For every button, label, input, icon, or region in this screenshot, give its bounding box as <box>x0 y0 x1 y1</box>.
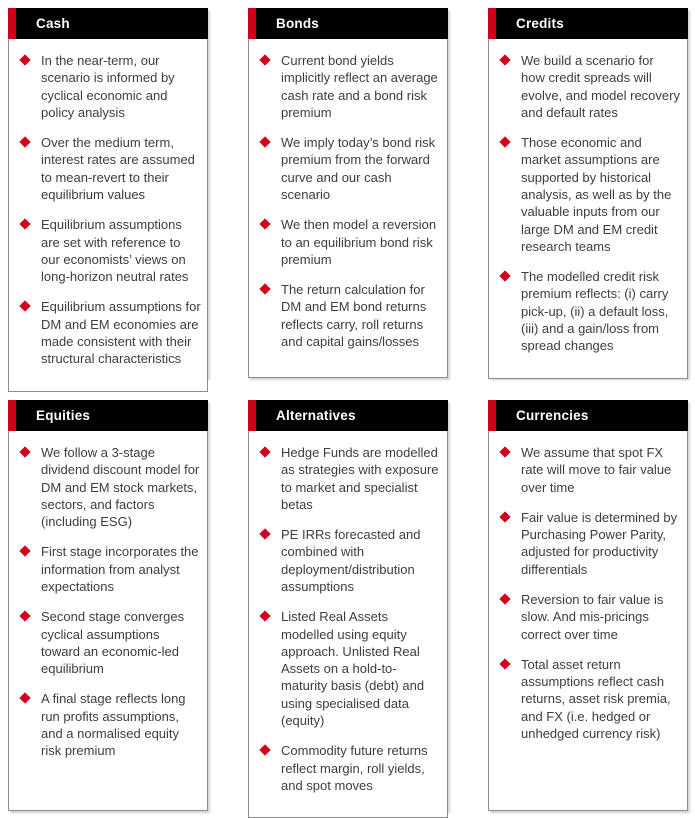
bullet-item <box>259 526 441 595</box>
diamond-bullet-icon <box>499 54 510 65</box>
red-accent-bar <box>8 400 16 431</box>
bullet-list <box>19 52 201 368</box>
bullet-text: We assume that spot FX rate will move to fair value over time <box>521 445 672 495</box>
diamond-bullet-icon <box>259 446 270 457</box>
card-body-credits <box>488 39 688 379</box>
card-title-credits: Credits <box>516 16 564 31</box>
bullet-item <box>499 591 681 643</box>
diamond-bullet-icon <box>19 611 30 622</box>
bullet-text: Over the medium term, interest rates are assumed to mean-revert to their equilibrium values <box>41 135 195 202</box>
card-header-bonds <box>248 8 448 39</box>
diamond-bullet-icon <box>19 546 30 557</box>
card-header-equities <box>8 400 208 431</box>
bullet-item <box>259 742 441 794</box>
bullet-item <box>19 216 201 285</box>
bullet-item <box>499 656 681 742</box>
card-body-currencies <box>488 431 688 811</box>
bullet-item <box>19 543 201 595</box>
bullet-item <box>19 298 201 367</box>
diamond-bullet-icon <box>499 511 510 522</box>
card-title-bonds: Bonds <box>276 16 319 31</box>
bullet-text: The modelled credit risk premium reflects: (i) carry pick-up, (ii) a default loss, (iii) and a gain/loss from spread changes <box>521 269 669 354</box>
card-header-band <box>16 400 208 431</box>
bullet-text: Second stage converges cyclical assumptions toward an economic-led equilibrium <box>41 609 185 677</box>
card-header-band <box>496 400 688 431</box>
bullet-text: Reversion to fair value is slow. And mis-pricings correct over time <box>521 591 664 642</box>
red-accent-bar <box>8 8 16 39</box>
diamond-bullet-icon <box>259 54 270 65</box>
bullet-text: We imply today’s bond risk premium from the forward curve and our cash scenario <box>281 135 436 202</box>
bullet-list <box>259 52 441 350</box>
diamond-bullet-icon <box>259 611 270 622</box>
bullet-text: Those economic and market assumptions are supported by historical analysis, as well as by the valuable inputs from our large DM and EM credit research teams <box>521 135 672 254</box>
diamond-bullet-icon <box>499 136 510 147</box>
bullet-text: Fair value is determined by Purchasing Power Parity, adjusted for productivity differentials <box>521 509 678 577</box>
diamond-bullet-icon <box>19 693 30 704</box>
card-header-credits <box>488 8 688 39</box>
bullet-text: We build a scenario for how credit spreads will evolve, and model recovery and default rates <box>521 53 680 120</box>
diamond-bullet-icon <box>19 54 30 65</box>
diamond-bullet-icon <box>19 446 30 457</box>
red-accent-bar <box>248 8 256 39</box>
card-header-alternatives <box>248 400 448 431</box>
bullet-list <box>499 52 681 355</box>
card-currencies <box>488 400 688 811</box>
diamond-bullet-icon <box>19 301 30 312</box>
bullet-item <box>259 608 441 729</box>
bullet-text: Commodity future returns reflect margin, roll yields, and spot moves <box>281 743 428 793</box>
card-bonds <box>248 8 448 378</box>
bullet-text: The return calculation for DM and EM bond returns reflects carry, roll returns and capital gains/losses <box>281 282 427 349</box>
bullet-item <box>259 134 441 203</box>
bullet-item <box>259 216 441 268</box>
bullet-item <box>499 134 681 255</box>
bullet-item <box>19 608 201 677</box>
diamond-bullet-icon <box>259 219 270 230</box>
diamond-bullet-icon <box>499 593 510 604</box>
card-credits <box>488 8 688 378</box>
card-body-equities <box>8 431 208 811</box>
card-header-band <box>16 8 208 39</box>
card-header-currencies <box>488 400 688 431</box>
diamond-bullet-icon <box>499 270 510 281</box>
diamond-bullet-icon <box>499 446 510 457</box>
bullet-text: In the near-term, our scenario is informed by cyclical economic and policy analysis <box>41 53 175 120</box>
card-body-bonds <box>248 39 448 378</box>
card-title-cash: Cash <box>36 16 70 31</box>
bullet-item <box>259 281 441 350</box>
red-accent-bar <box>488 400 496 431</box>
card-title-currencies: Currencies <box>516 408 589 423</box>
bullet-text: First stage incorporates the information from analyst expectations <box>41 544 199 594</box>
red-accent-bar <box>248 400 256 431</box>
bullet-item <box>19 52 201 121</box>
bullet-item <box>19 134 201 203</box>
bullet-text: Total asset return assumptions reflect cash returns, asset risk premia, and FX (i.e. hedged or unhedged currency risk) <box>521 656 671 741</box>
bullet-list <box>499 444 681 742</box>
card-title-equities: Equities <box>36 408 91 423</box>
bullet-item <box>259 444 441 513</box>
bullet-text: Equilibrium assumptions are set with reference to our economists’ views on long-horizon neutral rates <box>41 217 189 285</box>
bullet-text: Current bond yields implicitly reflect an average cash rate and a bond risk premium <box>281 53 438 120</box>
bullet-text: We follow a 3-stage dividend discount model for DM and EM stock markets, sectors, and factors (including ESG) <box>41 445 200 530</box>
bullet-item <box>499 509 681 578</box>
bullet-text: Hedge Funds are modelled as strategies with exposure to market and specialist betas <box>281 445 439 512</box>
diamond-bullet-icon <box>259 283 270 294</box>
diamond-bullet-icon <box>259 528 270 539</box>
bullet-text: PE IRRs forecasted and combined with deployment/distribution assumptions <box>281 527 421 594</box>
bullet-item <box>499 268 681 354</box>
bullet-item <box>499 444 681 496</box>
card-header-band <box>256 400 448 431</box>
card-title-alternatives: Alternatives <box>276 408 356 423</box>
diamond-bullet-icon <box>19 136 30 147</box>
card-header-band <box>496 8 688 39</box>
card-cash <box>8 8 208 378</box>
card-alternatives <box>248 400 448 811</box>
card-grid <box>8 8 695 811</box>
bullet-text: Equilibrium assumptions for DM and EM economies are made consistent with their structural characteristics <box>41 299 201 367</box>
card-body-cash <box>8 39 208 392</box>
diamond-bullet-icon <box>259 745 270 756</box>
bullet-item <box>499 52 681 121</box>
bullet-list <box>259 444 441 794</box>
card-header-band <box>256 8 448 39</box>
card-body-alternatives <box>248 431 448 818</box>
red-accent-bar <box>488 8 496 39</box>
diamond-bullet-icon <box>499 658 510 669</box>
bullet-text: Listed Real Assets modelled using equity approach. Unlisted Real Assets on a hold-to-maturity basis (debt) and using specialised data (equity) <box>281 609 425 728</box>
bullet-list <box>19 444 201 760</box>
bullet-item <box>19 444 201 530</box>
bullet-text: A final stage reflects long run profits assumptions, and a normalised equity risk premium <box>41 691 186 759</box>
bullet-text: We then model a reversion to an equilibrium bond risk premium <box>281 217 437 267</box>
diamond-bullet-icon <box>19 219 30 230</box>
card-equities <box>8 400 208 811</box>
bullet-item <box>19 690 201 759</box>
card-header-cash <box>8 8 208 39</box>
diamond-bullet-icon <box>259 136 270 147</box>
bullet-item <box>259 52 441 121</box>
